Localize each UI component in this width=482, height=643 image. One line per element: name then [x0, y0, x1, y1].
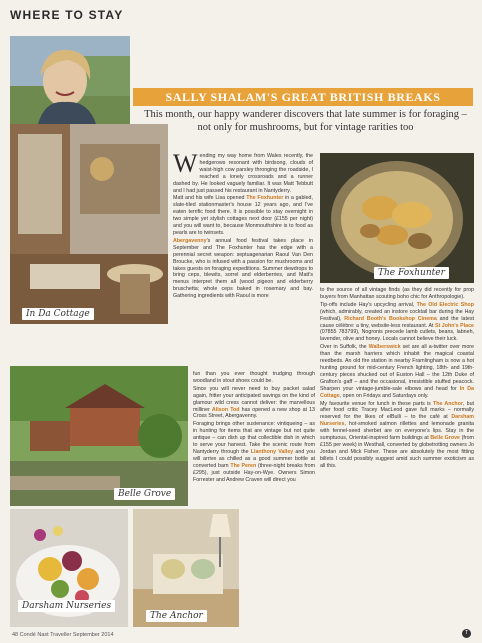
caption-anchor: The Anchor [146, 610, 207, 622]
col2-p3a: Over in Suffolk, the [320, 344, 369, 351]
caption-in-da-cottage: In Da Cottage [22, 308, 94, 320]
article-column-1b [193, 371, 315, 485]
place-link-in-da-cottage: In Da Cottage [320, 385, 474, 399]
col1-p5b: has opened a new shop at 13 Cross Street, Abergavenny. [193, 406, 315, 420]
col2-p4b: , but after food critic Tracey MacLeod gave full marks – normally reserved for the likes of elBulli – to the café at [320, 400, 474, 421]
photo-foxhunter-mushrooms [320, 153, 474, 283]
caption-belle-grove: Belle Grove [114, 488, 175, 500]
standfirst: This month, our happy wanderer discovers that late summer is for foraging – not only for mushrooms, but for vintage rarities too [144, 109, 467, 133]
col1-p2a: Matt and his wife Lisa opened [173, 195, 247, 202]
col2-p3c: , open on Fridays and Saturdays only. [339, 392, 429, 399]
col2-p3b: set are all a-twitter over more than the marsh harriers which inhabit the magical coastal reedbeds. An old fire station in nearby Framlingham is now a hot hunting ground for mid-century French lighting, 18th- and 19th-century pieces shucked out of Euston Hall – the 12th Duke of Grafton's gaff – and the occasional, irresistible stuffed peacock. Sharpen your vintage-jumble-sale elbows and head for [320, 344, 475, 392]
caption-darsham: Darsham Nurseries [18, 600, 115, 612]
col2-p4d: (from £155 per week) in Westhall, converted by globetrotting owners Jo Jordan and Mick Fisher. These are absolutely the most fitting billets I could possibly suggest amid such summer exoticism as all this. [320, 435, 474, 469]
place-link-belle-grove: Belle Grove [430, 435, 460, 442]
author-portrait [10, 36, 130, 124]
caption-foxhunter: The Foxhunter [374, 267, 449, 279]
magazine-logo-icon: T [462, 629, 471, 638]
place-link-st-johns-place: St John's Place [434, 322, 474, 329]
col1-p2b: in a gabled, slate-tiled stationmaster's house 12 years ago, and I've eaten terrific food there. It is possible to stay overnight in two simple yet stylish cottages next door (£155 per night) and you will want to, because Monmouthshire is to food as pearls are to twinsets. [173, 195, 313, 236]
drop-cap: W [173, 149, 198, 178]
col2-p2d: (07855 783799), Nogronis precede lamb cutlets, beans, labneh, lavender, olive and honey. Locals cannot believe their luck. [320, 329, 474, 343]
col2-p2a: Tip-offs include Hay's upcycling arrival, [320, 301, 417, 308]
col1-p6: Foraging brings other sustenance: vintiqueing – as in hunting for items that are vintage but not quite antique – can dish up that collectible dish in which to serve your harvest. Take the scenic route from Nantyderry through the [193, 421, 315, 455]
photo-belle-grove [10, 366, 188, 506]
place-link-abergavenny: Abergavenny [173, 237, 207, 244]
col1-p5a: Since you will never need to buy packet salad again, fritter your anticipated savings on the kind of glamour wild cress cannot deliver: the marvellous milliner [193, 385, 315, 413]
place-link-peren: The Peren [230, 462, 257, 469]
place-link-booths-cinema: Richard Booth's Bookshop Cinema [344, 315, 437, 322]
place-link-llanthony: Llanthony Valley [250, 448, 294, 455]
col2-p2b: (which, admirably, created an instore cocktail bar during the Hay Festival), [320, 308, 474, 322]
article-column-2 [320, 287, 474, 471]
article-column-1 [173, 149, 313, 301]
col2-p2c: and the latest cause célèbre: a tiny, website-less restaurant. At [320, 315, 474, 329]
col2-p4a: My favourite venue for lunch in these parts is [320, 400, 434, 407]
place-link-anchor: The Anchor [433, 400, 463, 407]
place-link-foxhunter: The Foxhunter [246, 195, 284, 202]
col1-p6c: (three-night breaks from £295), just outside Hay-on-Wye. Owners Simon Forrester and Andrew Craven will direct you [193, 462, 315, 483]
place-link-alison-tod: Alison Tod [211, 406, 240, 413]
col1-p4: fun than you ever thought trudging through woodland in stout shoes could be. [193, 371, 315, 384]
col1-p1: ending my way home from Wales recently, the hedgerows resonant with birdsong, clouds of waist-high cow parsley thronging the roadside, I reached a lonely crossroads and a runner dashed by. He looked vaguely familiar. It was Matt Tebbutt and I had just passed his restaurant in Nantyderry. [173, 153, 313, 194]
section-heading: WHERE TO STAY [10, 8, 124, 22]
article-title: SALLY SHALAM'S GREAT BRITISH BREAKS [165, 89, 441, 104]
col1-p3b: 's annual food festival takes place in September and The Foxhunter has the edge with a perennial secret weapon: septuagenarian Raoul Van Den Broucke, who is infused with a passion for mushrooms and takes guests on foraging expeditions. Summer dewdrops to bring ceps, blewits, sorrel and elderberries, and Matt's menus interpret them all (wood pigeon and elderberry bruschetta; whole ceps baked in rosemary and bay. Gathering ingredients with Raoul is more [173, 237, 313, 300]
page-footer: 48 Condé Nast Traveller September 2014 [12, 632, 114, 638]
place-link-walberswick: Walberswick [368, 344, 401, 351]
col2-p1: to the source of all vintage finds (as they did recently for prop buyers from Manhattan scouting boho chic for Anthropologie). [320, 287, 474, 300]
place-link-darsham: Darsham Nurseries [320, 414, 474, 428]
col1-p6b: and you will arrive as chilled as a good summer bottle at converted barn [193, 448, 315, 469]
place-link-old-electric-shop: The Old Electric Shop [416, 301, 474, 308]
title-banner [133, 88, 473, 106]
photo-in-da-cottage [10, 124, 168, 324]
col2-p4c: , hot-smoked salmon rillettes and lemonade granita with fennel-seed sherbet are on everyone's lips. Stay in the sumptuous, Oriental-inspired farm buildings at [320, 421, 474, 442]
